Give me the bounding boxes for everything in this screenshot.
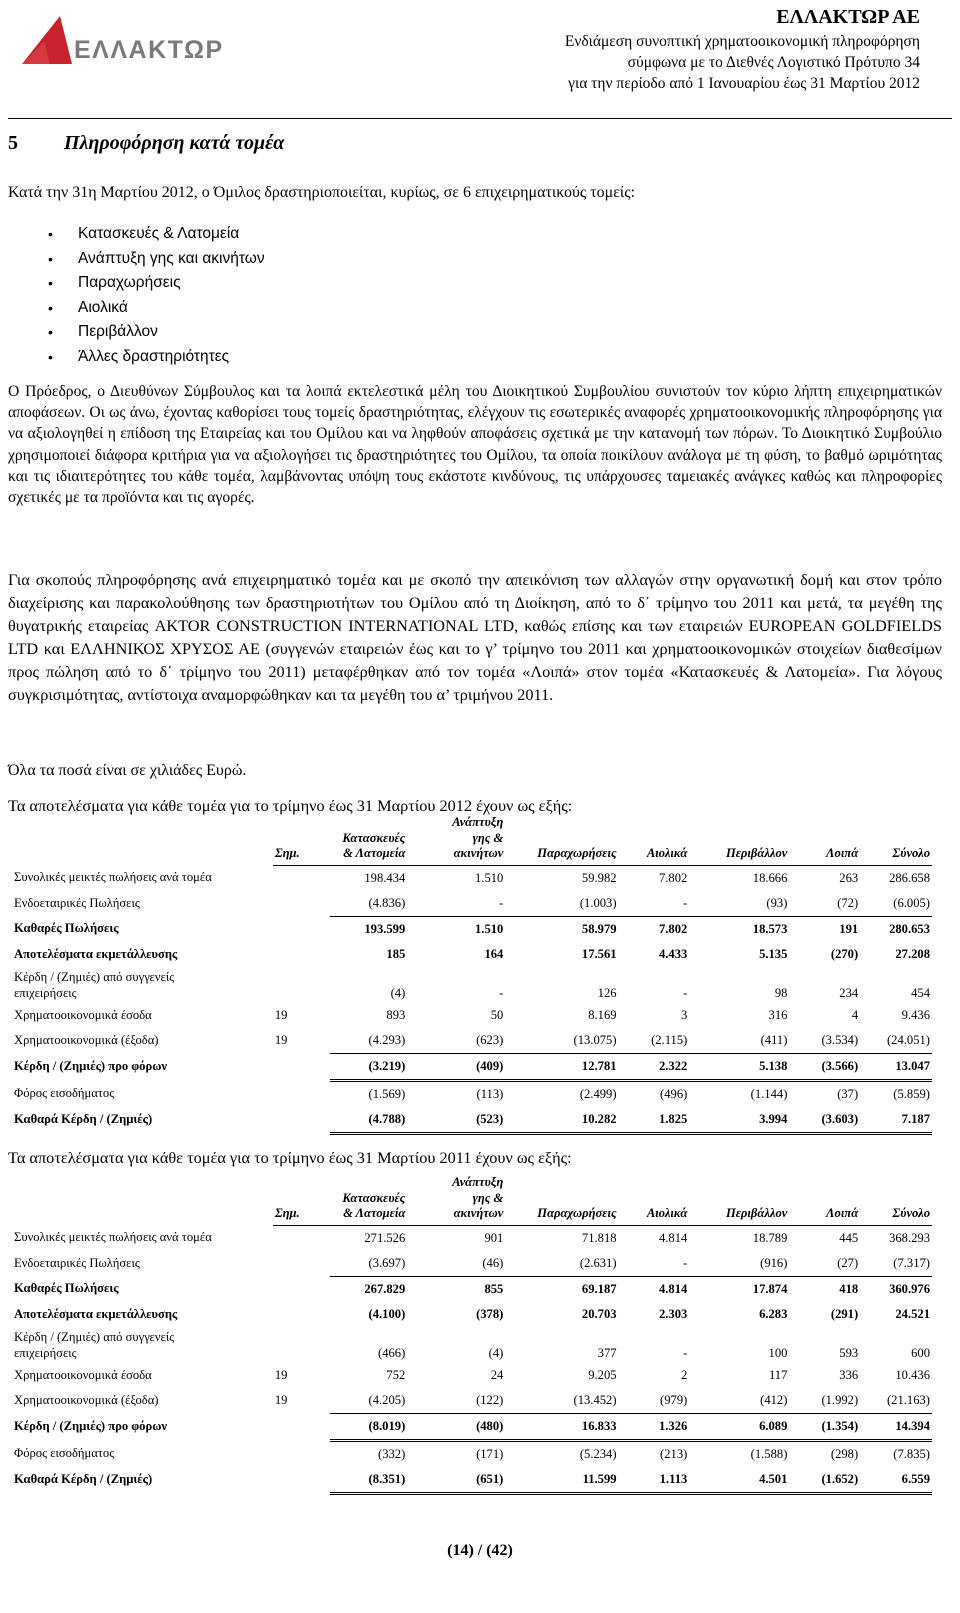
cell-value: (13.452) — [505, 1388, 618, 1414]
row-label: Ενδοεταιρικές Πωλήσεις — [14, 1255, 140, 1270]
column-header-note: Σημ. — [273, 1175, 331, 1225]
cell-value: 71.818 — [581, 1230, 617, 1245]
cell-value: 7.802 — [658, 921, 688, 936]
cell-value: (3.603) — [789, 1107, 860, 1134]
table-row — [12, 1251, 932, 1277]
cell-value: 164 — [484, 946, 504, 961]
cell-value: 2.322 — [619, 1053, 690, 1080]
cell-value: (93) — [689, 891, 789, 917]
row-label: Κέρδη / (Ζημιές) από συγγενείς επιχειρήσεις — [14, 1329, 175, 1360]
cell-value: (466) — [378, 1345, 406, 1360]
column-header-label — [12, 1175, 273, 1225]
cell-value: 5.135 — [759, 946, 788, 961]
row-note — [273, 1276, 331, 1302]
cell-value: - — [499, 985, 504, 1000]
cell-value: (1.569) — [368, 1086, 406, 1101]
cell-value: - — [683, 985, 688, 1000]
cell-value: 193.599 — [364, 921, 406, 936]
cell-value: (1.652) — [789, 1467, 860, 1494]
column-header-construction: Κατασκευές & Λατομεία — [330, 815, 407, 865]
cell-value: (5.234) — [579, 1446, 617, 1461]
cell-value: (72) — [789, 891, 860, 917]
row-note: 19 — [274, 1007, 288, 1022]
cell-value: (332) — [378, 1446, 406, 1461]
cell-value: (409) — [407, 1053, 505, 1080]
header-line-2: σύμφωνα με το Διεθνές Λογιστικό Πρότυπο 34 — [627, 54, 920, 71]
table-row — [12, 1413, 932, 1440]
cell-value: (4.788) — [330, 1107, 407, 1134]
column-header-construction: Κατασκευές & Λατομεία — [330, 1175, 407, 1225]
table-row — [12, 916, 932, 942]
row-label: Συνολικές μεικτές πωλήσεις ανά τομέα — [14, 870, 212, 885]
cell-value: (378) — [476, 1306, 504, 1321]
row-note — [273, 1053, 331, 1080]
cell-value: (1.354) — [789, 1413, 860, 1440]
cell-value: 185 — [386, 946, 406, 961]
column-header-label — [12, 815, 273, 865]
cell-value: 24 — [490, 1367, 504, 1382]
cell-value: 117 — [768, 1367, 788, 1382]
table-2012-caption: Τα αποτελέσματα για κάθε τομέα για το τρίμηνο έως 31 Μαρτίου 2012 έχουν ως εξής: — [8, 796, 573, 815]
cell-value: 336 — [839, 1367, 859, 1382]
cell-value: 286.658 — [889, 870, 930, 885]
row-note — [273, 865, 331, 891]
cell-value: 10.282 — [505, 1107, 618, 1134]
table-row — [12, 891, 932, 917]
cell-value: (4) — [488, 1345, 504, 1360]
section-number: 5 — [8, 132, 18, 154]
cell-value: 17.561 — [581, 946, 617, 961]
row-label: Κέρδη / (Ζημιές) από συγγενείς επιχειρήσεις — [14, 969, 175, 1000]
cell-value: (3.566) — [789, 1053, 860, 1080]
amounts-note: Όλα τα ποσά είναι σε χιλιάδες Ευρώ. — [8, 762, 247, 779]
column-header-concessions: Παραχωρήσεις — [505, 815, 618, 865]
column-header-environment: Περιβάλλον — [689, 1175, 789, 1225]
table-row — [12, 967, 932, 1003]
cell-value: 18.789 — [752, 1230, 788, 1245]
paragraph-reporting-changes: Για σκοπούς πληροφόρησης ανά επιχειρηματικό τομέα και με σκοπό την απεικόνιση των αλλαγών στην οργανωτική δομή και στον τρόπο διαχείρισης και παρακολούθησης των δραστηριοτήτων του Ομίλου από τη Διοίκηση, από το δ΄ τρίμηνο του 2011 και μετά, τα μεγέθη της θυγατρικής εταιρείας AKTOR CONSTRUCTION INTERNATIONAL LTD, καθώς επίσης και των εταιρειών EUROPEAN GOLDFIELDS LTD και ΕΛΛΗΝΙΚΟΣ ΧΡΥΣΟΣ ΑΕ (συγγενών εταιρειών έως και το γ’ τρίμηνο του 2011 και χρηματοοικονομικών στοιχείων διαθεσίμων προς πώληση από το δ΄ τρίμηνο του 2011) μεταφέρθηκαν από τον τομέα «Λοιπά» στον τομέα «Κατασκευές & Λατομεία». Για λόγους συγκρισιμότητας, αντίστοιχα αναμορφώθηκαν και τα μεγέθη του α’ τριμήνου 2011. — [8, 570, 942, 704]
page-header — [565, 4, 920, 94]
row-note — [273, 967, 331, 1003]
cell-value: 17.874 — [752, 1281, 788, 1296]
row-note — [273, 1225, 331, 1251]
column-header-note: Σημ. — [273, 815, 331, 865]
list-item: • Περιβάλλον — [48, 320, 265, 345]
cell-value: 198.434 — [364, 870, 406, 885]
cell-value: 1.113 — [619, 1467, 690, 1494]
cell-value: 271.526 — [364, 1230, 406, 1245]
segment-list — [48, 222, 265, 370]
cell-value: (1.003) — [505, 891, 618, 917]
cell-value: 3 — [681, 1007, 688, 1022]
table-row — [12, 1107, 932, 1134]
cell-value: 4.814 — [658, 1281, 688, 1296]
cell-value: 234 — [839, 985, 859, 1000]
row-label: Χρηματοοικονομικά έσοδα — [14, 1367, 152, 1382]
table-row — [12, 942, 932, 967]
table-header-row — [12, 1175, 932, 1225]
section-title: Πληροφόρηση κατά τομέα — [64, 132, 285, 154]
cell-value: 6.283 — [759, 1306, 788, 1321]
cell-value: (1.588) — [750, 1446, 788, 1461]
row-note — [273, 1413, 331, 1440]
cell-value: 855 — [484, 1281, 504, 1296]
cell-value: 6.089 — [689, 1413, 789, 1440]
paragraph-decision-makers: Ο Πρόεδρος, ο Διευθύνων Σύμβουλος και τα λοιπά εκτελεστικά μέλη του Διοικητικού Συμβουλίου συνιστούν τον κύριο λήπτη επιχειρηματικών αποφάσεων. Οι ως άνω, έχοντας καθορίσει τους τομείς δραστηριότητας, ελέγχουν τις εσωτερικές αναφορές χρηματοοικονομικής πληροφόρησης για να αξιολογηθεί η επίδοση της Εταιρείας και του Ομίλου και να ληφθούν αποφάσεις σχετικά με την κατανομή των πόρων. Το Διοικητικό Συμβούλιο χρησιμοποιεί διάφορα κριτήρια για να αξιολογήσει τις δραστηριότητες του Ομίλου, τα οποία ποικίλουν ανάλογα με τη φύση, το βαθμό ωριμότητας και τις ιδιαιτερότητες του κάθε τομέα, λαμβάνοντας υπόψη τους εκάστοτε κινδύνους, τις υπάρχουσες ταμειακές ανάγκες καθώς και πληροφορίες σχετικές με τα προϊόντα και τις αγορές. — [8, 383, 942, 507]
cell-value: (3.697) — [330, 1251, 407, 1277]
row-label: Καθαρές Πωλήσεις — [14, 921, 119, 936]
cell-value: (5.859) — [893, 1086, 930, 1101]
cell-value: (4.100) — [368, 1306, 406, 1321]
cell-value: 10.436 — [895, 1367, 930, 1382]
cell-value: (7.835) — [893, 1446, 930, 1461]
cell-value: 8.169 — [588, 1007, 617, 1022]
cell-value: (113) — [476, 1086, 504, 1101]
cell-value: - — [407, 891, 505, 917]
logo-wordmark: ΕΛΛΑΚΤΩΡ — [74, 36, 224, 64]
cell-value: (496) — [660, 1086, 688, 1101]
cell-value: 280.653 — [889, 921, 930, 936]
cell-value: (37) — [837, 1086, 859, 1101]
table-row — [12, 1225, 932, 1251]
row-label: Ενδοεταιρικές Πωλήσεις — [14, 895, 140, 910]
cell-value: (2.499) — [579, 1086, 617, 1101]
cell-value: (3.219) — [330, 1053, 407, 1080]
table-row — [12, 1467, 932, 1494]
cell-value: (6.005) — [860, 891, 932, 917]
cell-value: 7.802 — [658, 870, 688, 885]
list-item: • Ανάπτυξη γης και ακινήτων — [48, 247, 265, 272]
table-row — [12, 865, 932, 891]
header-divider — [8, 118, 952, 119]
cell-value: (979) — [619, 1388, 690, 1414]
cell-value: 11.599 — [505, 1467, 618, 1494]
cell-value: 4.433 — [658, 946, 688, 961]
row-note — [273, 1107, 331, 1134]
cell-value: (480) — [407, 1413, 505, 1440]
cell-value: 9.436 — [901, 1007, 930, 1022]
list-item: • Κατασκευές & Λατομεία — [48, 222, 265, 247]
row-note — [273, 916, 331, 942]
cell-value: 2 — [681, 1367, 688, 1382]
list-item: • Άλλες δραστηριότητες — [48, 345, 265, 370]
cell-value: 24.521 — [895, 1306, 930, 1321]
row-note — [273, 1327, 331, 1363]
table-header-row — [12, 815, 932, 865]
table-row — [12, 1003, 932, 1028]
row-label: Αποτελέσματα εκμετάλλευσης — [14, 946, 178, 961]
cell-value: (412) — [689, 1388, 789, 1414]
cell-value: (623) — [407, 1028, 505, 1054]
list-item: • Παραχωρήσεις — [48, 271, 265, 296]
column-header-wind: Αιολικά — [619, 1175, 690, 1225]
table-row — [12, 1327, 932, 1363]
cell-value: 360.976 — [889, 1281, 930, 1296]
cell-value: 445 — [839, 1230, 859, 1245]
cell-value: 418 — [839, 1281, 859, 1296]
row-note: 19 — [274, 1392, 288, 1407]
cell-value: 50 — [490, 1007, 504, 1022]
ellaktor-logo — [20, 14, 275, 72]
table-row — [12, 1080, 932, 1107]
column-header-other: Λοιπά — [789, 1175, 860, 1225]
row-label: Καθαρά Κέρδη / (Ζημιές) — [14, 1112, 153, 1127]
cell-value: 100 — [768, 1345, 788, 1360]
cell-value: 2.303 — [658, 1306, 688, 1321]
cell-value: 20.703 — [581, 1306, 617, 1321]
cell-value: 454 — [911, 985, 930, 1000]
row-label: Χρηματοοικονομικά (έξοδα) — [14, 1392, 159, 1407]
row-note — [273, 942, 331, 967]
row-note — [273, 1440, 331, 1467]
cell-value: (4.293) — [330, 1028, 407, 1054]
row-label: Κέρδη / (Ζημιές) προ φόρων — [14, 1419, 168, 1433]
table-row — [12, 1028, 932, 1054]
cell-value: - — [683, 1345, 688, 1360]
table-row — [12, 1053, 932, 1080]
cell-value: (2.631) — [505, 1251, 618, 1277]
cell-value: 7.187 — [860, 1107, 932, 1134]
cell-value: (4) — [390, 985, 406, 1000]
cell-value: 752 — [386, 1367, 406, 1382]
cell-value: (8.019) — [330, 1413, 407, 1440]
cell-value: 4.501 — [689, 1467, 789, 1494]
cell-value: 593 — [839, 1345, 859, 1360]
cell-value: (3.534) — [789, 1028, 860, 1054]
row-label: Φόρος εισοδήματος — [14, 1445, 115, 1460]
row-label: Φόρος εισοδήματος — [14, 1085, 115, 1100]
cell-value: 6.559 — [860, 1467, 932, 1494]
row-label: Καθαρά Κέρδη / (Ζημιές) — [14, 1472, 153, 1487]
column-header-environment: Περιβάλλον — [689, 815, 789, 865]
cell-value: 27.208 — [895, 946, 930, 961]
column-header-wind: Αιολικά — [619, 815, 690, 865]
cell-value: 58.979 — [581, 921, 617, 936]
row-note — [273, 1467, 331, 1494]
table-row — [12, 1363, 932, 1388]
cell-value: 368.293 — [889, 1230, 930, 1245]
row-note: 19 — [274, 1367, 288, 1382]
cell-value: (291) — [830, 1306, 859, 1321]
row-note: 19 — [274, 1032, 288, 1047]
column-header-other: Λοιπά — [789, 815, 860, 865]
cell-value: (4.836) — [330, 891, 407, 917]
cell-value: (13.075) — [505, 1028, 618, 1054]
cell-value: (523) — [407, 1107, 505, 1134]
cell-value: (27) — [789, 1251, 860, 1277]
cell-value: 901 — [484, 1230, 504, 1245]
cell-value: 18.666 — [752, 870, 788, 885]
list-item: • Αιολικά — [48, 296, 265, 321]
row-label: Κέρδη / (Ζημιές) προ φόρων — [14, 1059, 168, 1073]
cell-value: (46) — [407, 1251, 505, 1277]
cell-value: 377 — [597, 1345, 617, 1360]
cell-value: 98 — [774, 985, 788, 1000]
table-row — [12, 1388, 932, 1414]
column-header-concessions: Παραχωρήσεις — [505, 1175, 618, 1225]
cell-value: 126 — [597, 985, 617, 1000]
cell-value: - — [619, 1251, 690, 1277]
header-line-1: Ενδιάμεση συνοπτική χρηματοοικονομική πληροφόρηση — [564, 33, 920, 50]
cell-value: (21.163) — [860, 1388, 932, 1414]
cell-value: (24.051) — [860, 1028, 932, 1054]
row-label: Χρηματοοικονομικά έσοδα — [14, 1007, 152, 1022]
row-label: Χρηματοοικονομικά (έξοδα) — [14, 1032, 159, 1047]
column-header-total: Σύνολο — [860, 815, 932, 865]
cell-value: (270) — [830, 946, 859, 961]
cell-value: 69.187 — [581, 1281, 617, 1296]
cell-value: (7.317) — [860, 1251, 932, 1277]
cell-value: (916) — [689, 1251, 789, 1277]
cell-value: 1.825 — [619, 1107, 690, 1134]
cell-value: 1.510 — [475, 870, 504, 885]
cell-value: (8.351) — [330, 1467, 407, 1494]
column-header-real-estate: Ανάπτυξη γης & ακινήτων — [407, 815, 505, 865]
cell-value: - — [619, 891, 690, 917]
cell-value: (4.205) — [330, 1388, 407, 1414]
segment-results-2012-table — [12, 815, 932, 1135]
cell-value: 4.814 — [658, 1230, 688, 1245]
table-row — [12, 1302, 932, 1327]
row-note — [273, 1080, 331, 1107]
cell-value: (122) — [407, 1388, 505, 1414]
cell-value: 59.982 — [581, 870, 617, 885]
cell-value: 4 — [851, 1007, 859, 1022]
cell-value: 16.833 — [505, 1413, 618, 1440]
cell-value: 1.510 — [475, 921, 504, 936]
cell-value: (1.992) — [789, 1388, 860, 1414]
cell-value: (2.115) — [619, 1028, 690, 1054]
table-2011-caption: Τα αποτελέσματα για κάθε τομέα για το τρίμηνο έως 31 Μαρτίου 2011 έχουν ως εξής: — [8, 1148, 572, 1167]
segment-results-2011-table — [12, 1175, 932, 1495]
row-label: Συνολικές μεικτές πωλήσεις ανά τομέα — [14, 1230, 212, 1245]
cell-value: 9.205 — [588, 1367, 617, 1382]
cell-value: 893 — [386, 1007, 406, 1022]
section-heading — [8, 132, 284, 155]
cell-value: 600 — [911, 1345, 930, 1360]
row-note — [273, 1251, 331, 1277]
cell-value: 5.138 — [689, 1053, 789, 1080]
header-line-3: για την περίοδο από 1 Ιανουαρίου έως 31 Μαρτίου 2012 — [568, 75, 920, 92]
cell-value: 3.994 — [689, 1107, 789, 1134]
row-label: Αποτελέσματα εκμετάλλευσης — [14, 1306, 178, 1321]
row-note — [273, 1302, 331, 1327]
cell-value: (171) — [476, 1446, 504, 1461]
cell-value: (1.144) — [750, 1086, 788, 1101]
cell-value: 1.326 — [619, 1413, 690, 1440]
company-name: ΕΛΛΑΚΤΩΡ ΑΕ — [776, 6, 920, 28]
intro-text: Κατά την 31η Μαρτίου 2012, ο Όμιλος δραστηριοποιείται, κυρίως, σε 6 επιχειρηματικούς τομείς: — [8, 184, 636, 201]
cell-value: (298) — [830, 1446, 859, 1461]
table-row — [12, 1440, 932, 1467]
column-header-total: Σύνολο — [860, 1175, 932, 1225]
column-header-real-estate: Ανάπτυξη γης & ακινήτων — [407, 1175, 505, 1225]
cell-value: 263 — [839, 870, 859, 885]
cell-value: (411) — [689, 1028, 789, 1054]
cell-value: (213) — [660, 1446, 688, 1461]
cell-value: 267.829 — [364, 1281, 406, 1296]
page-number: (14) / (42) — [447, 1542, 513, 1559]
cell-value: 316 — [768, 1007, 788, 1022]
cell-value: (651) — [407, 1467, 505, 1494]
row-label: Καθαρές Πωλήσεις — [14, 1281, 119, 1296]
cell-value: 191 — [839, 921, 859, 936]
cell-value: 12.781 — [505, 1053, 618, 1080]
cell-value: 18.573 — [752, 921, 788, 936]
table-row — [12, 1276, 932, 1302]
row-note — [273, 891, 331, 917]
cell-value: 13.047 — [860, 1053, 932, 1080]
cell-value: 14.394 — [860, 1413, 932, 1440]
